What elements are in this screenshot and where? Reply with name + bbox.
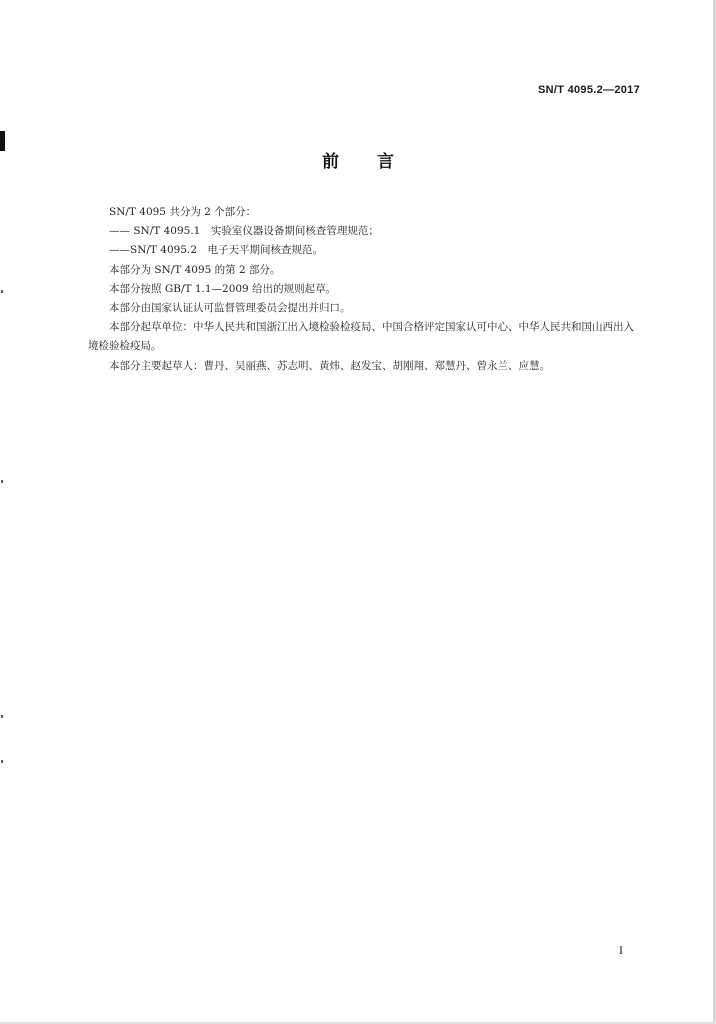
paragraph-proposer: 本部分由国家认证认可监督管理委员会提出并归口。 xyxy=(109,302,351,315)
paragraph-drafting-rules: 本部分按照 GB/T 1.1—2009 给出的规则起草。 xyxy=(109,282,337,295)
scan-artifact-dot xyxy=(1,760,3,763)
paragraph-this-part: 本部分为 SN/T 4095 的第 2 部分。 xyxy=(109,263,281,276)
scan-artifact-dot xyxy=(1,290,3,293)
page-title: 前言 xyxy=(322,152,432,172)
foreword-body xyxy=(88,203,640,376)
paragraph-part-2: ——SN/T 4095.2 电子天平期间核查规范。 xyxy=(109,244,323,257)
document-code: SN/T 4095.2—2017 xyxy=(537,84,640,96)
scan-artifact-dot xyxy=(1,715,3,718)
scan-artifact-dot xyxy=(1,480,3,483)
page-number: I xyxy=(619,943,623,957)
paragraph-drafters: 本部分主要起草人：曹丹、吴丽燕、苏志明、黄炜、赵发宝、胡刚翔、郑慧丹、曾永兰、应慧。 xyxy=(109,359,550,372)
paragraph-part-1: —— SN/T 4095.1 实验室仪器设备期间核查管理规范； xyxy=(109,225,379,238)
paragraph-parts-intro: SN/T 4095 共分为 2 个部分： xyxy=(109,206,257,218)
paragraph-drafting-units: 本部分起草单位：中华人民共和国浙江出入境检验检疫局、中国合格评定国家认可中心、中华人民共和国山西出入境检验检疫局。 xyxy=(88,321,634,353)
